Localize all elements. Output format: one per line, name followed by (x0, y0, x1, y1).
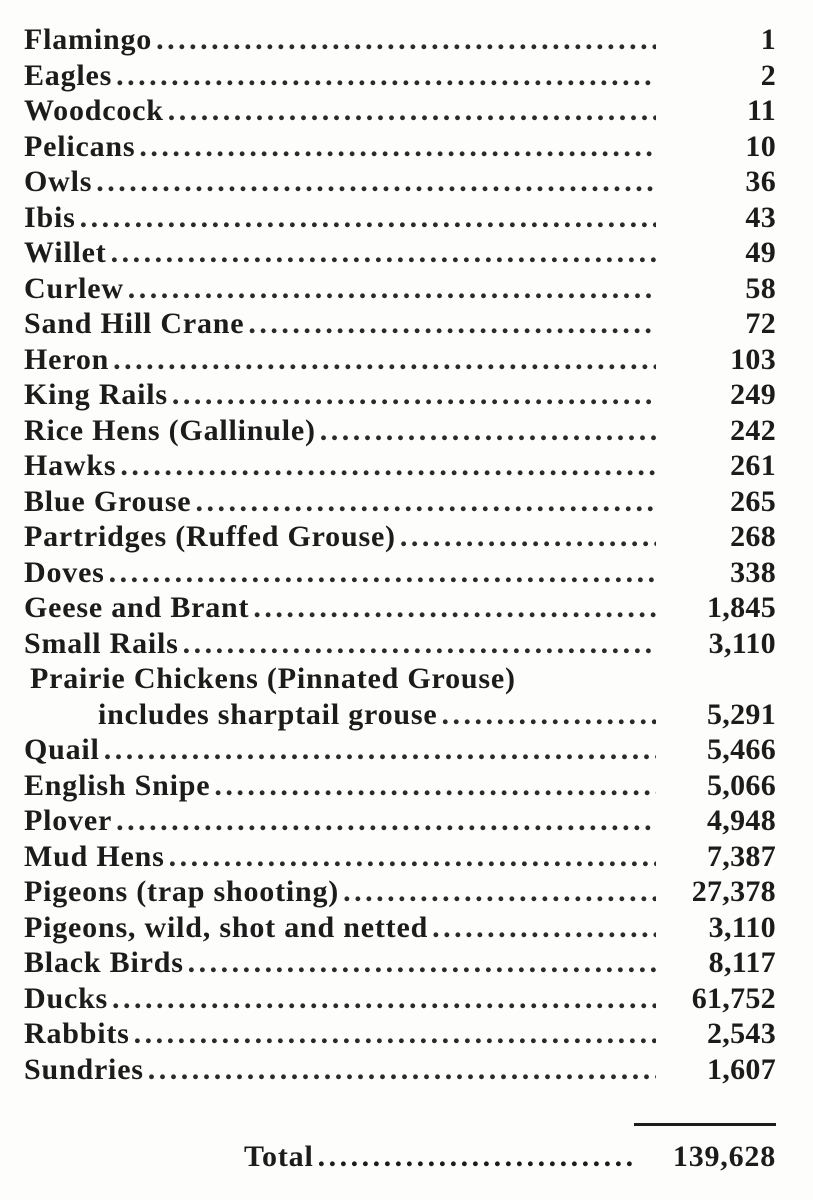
row-value: 2 (760, 58, 776, 92)
row-value: 61,752 (691, 981, 776, 1015)
dot-leader (156, 22, 656, 58)
row-value: 7,387 (707, 839, 776, 873)
table-row (24, 129, 776, 165)
row-label: Flamingo (24, 23, 153, 56)
table-row (24, 661, 776, 697)
row-value: 58 (745, 271, 776, 305)
row-label: Owls (24, 165, 93, 198)
dot-leader (109, 555, 656, 591)
total-row (24, 1137, 776, 1177)
dot-leader (253, 590, 656, 626)
bird-count-table (24, 22, 776, 1177)
table-row (24, 874, 776, 910)
row-label: Partridges (Ruffed Grouse) (24, 520, 396, 553)
table-row (24, 342, 776, 378)
dot-leader (442, 697, 657, 733)
dot-leader (80, 200, 656, 236)
row-label: Woodcock (24, 94, 164, 127)
row-label: Sundries (24, 1052, 144, 1086)
row-label: Plover (24, 804, 113, 837)
row-value: 338 (730, 555, 776, 589)
row-label: Curlew (24, 271, 124, 305)
row-label: English Snipe (24, 768, 211, 802)
total-label: Total (244, 1140, 314, 1173)
dot-leader (116, 803, 656, 839)
row-value: 11 (747, 94, 776, 127)
dot-leader (128, 271, 656, 307)
table-row (24, 519, 776, 555)
row-label: Small Rails (24, 626, 179, 660)
row-value: 72 (745, 307, 776, 340)
row-value: 5,466 (707, 733, 776, 766)
dot-leader (169, 839, 656, 875)
dot-leader (248, 306, 656, 342)
dot-leader (96, 164, 656, 200)
table-row (24, 164, 776, 200)
table-rows (24, 22, 776, 1087)
row-value: 249 (730, 378, 776, 411)
row-value: 1 (760, 23, 776, 56)
dot-leader (172, 377, 656, 413)
table-row (24, 839, 776, 875)
dot-leader (400, 519, 656, 555)
table-row (24, 626, 776, 662)
row-label: Geese and Brant (24, 591, 250, 624)
row-label: Pigeons (trap shooting) (24, 875, 340, 908)
row-label: Pigeons, wild, shot and netted (24, 910, 429, 944)
table-row (24, 803, 776, 839)
row-value: 265 (730, 484, 776, 518)
table-row (24, 58, 776, 94)
row-label: Sand Hill Crane (24, 307, 245, 340)
row-label: Quail (24, 733, 100, 766)
table-row (24, 590, 776, 626)
dot-leader (168, 93, 656, 129)
table-row (24, 732, 776, 768)
row-value: 8,117 (708, 946, 776, 979)
table-row (24, 981, 776, 1017)
table-row (24, 1052, 776, 1088)
table-row (24, 271, 776, 307)
row-label: Rabbits (24, 1017, 130, 1050)
table-row (24, 448, 776, 484)
dot-leader (432, 910, 656, 946)
row-value: 3,110 (708, 910, 776, 944)
table-row (24, 945, 776, 981)
total-rule-wrap (24, 1115, 776, 1137)
dot-leader (183, 626, 656, 662)
row-value: 1,607 (707, 1052, 776, 1086)
table-row (24, 1016, 776, 1052)
row-value: 5,291 (707, 697, 776, 731)
dot-leader (195, 484, 656, 520)
dot-leader (148, 1052, 656, 1088)
row-value: 36 (745, 165, 776, 198)
row-label: Eagles (24, 58, 113, 92)
row-label: Prairie Chickens (Pinnated Grouse) (30, 662, 516, 695)
row-label: Mud Hens (24, 839, 165, 873)
dot-leader (318, 1137, 636, 1177)
spacer (24, 1087, 776, 1115)
table-row (24, 377, 776, 413)
row-label: Pelicans (24, 129, 136, 163)
row-value: 2,543 (707, 1017, 776, 1050)
row-label: Rice Hens (Gallinule) (24, 413, 316, 447)
dot-leader (104, 732, 656, 768)
row-value: 268 (730, 520, 776, 553)
dot-leader (134, 1016, 656, 1052)
row-value: 1,845 (707, 591, 776, 624)
row-label: Hawks (24, 449, 117, 482)
dot-leader (111, 235, 656, 271)
dot-leader (139, 129, 656, 165)
table-row (24, 200, 776, 236)
row-value: 103 (730, 342, 776, 376)
row-label: Ducks (24, 981, 109, 1015)
total-rule (634, 1123, 776, 1137)
table-row (24, 235, 776, 271)
row-label: Willet (24, 236, 107, 269)
table-row (24, 484, 776, 520)
row-label: Heron (24, 342, 110, 376)
table-row (24, 697, 776, 733)
table-row (24, 910, 776, 946)
row-value: 49 (745, 236, 776, 269)
row-label: King Rails (24, 378, 168, 411)
row-value: 4,948 (707, 804, 776, 837)
dot-leader (214, 768, 656, 804)
table-row (24, 93, 776, 129)
table-row (24, 768, 776, 804)
table-row (24, 306, 776, 342)
table-row (24, 22, 776, 58)
dot-leader (343, 874, 656, 910)
dot-leader (188, 945, 656, 981)
row-label: includes sharptail grouse (98, 697, 438, 731)
row-value: 242 (730, 413, 776, 447)
row-value: 27,378 (691, 875, 776, 908)
dot-leader (116, 58, 656, 94)
row-label: Black Birds (24, 946, 184, 979)
table-row (24, 555, 776, 591)
total-value: 139,628 (672, 1140, 776, 1173)
dot-leader (120, 448, 656, 484)
dot-leader (320, 413, 656, 449)
row-value: 3,110 (708, 626, 776, 660)
row-label: Blue Grouse (24, 484, 192, 518)
row-value: 261 (730, 449, 776, 482)
row-value: 5,066 (707, 768, 776, 802)
row-value: 10 (745, 129, 776, 163)
row-value: 43 (745, 200, 776, 234)
row-label: Doves (24, 555, 105, 589)
dot-leader (112, 981, 656, 1017)
table-row (24, 413, 776, 449)
dot-leader (113, 342, 656, 378)
row-label: Ibis (24, 200, 76, 234)
